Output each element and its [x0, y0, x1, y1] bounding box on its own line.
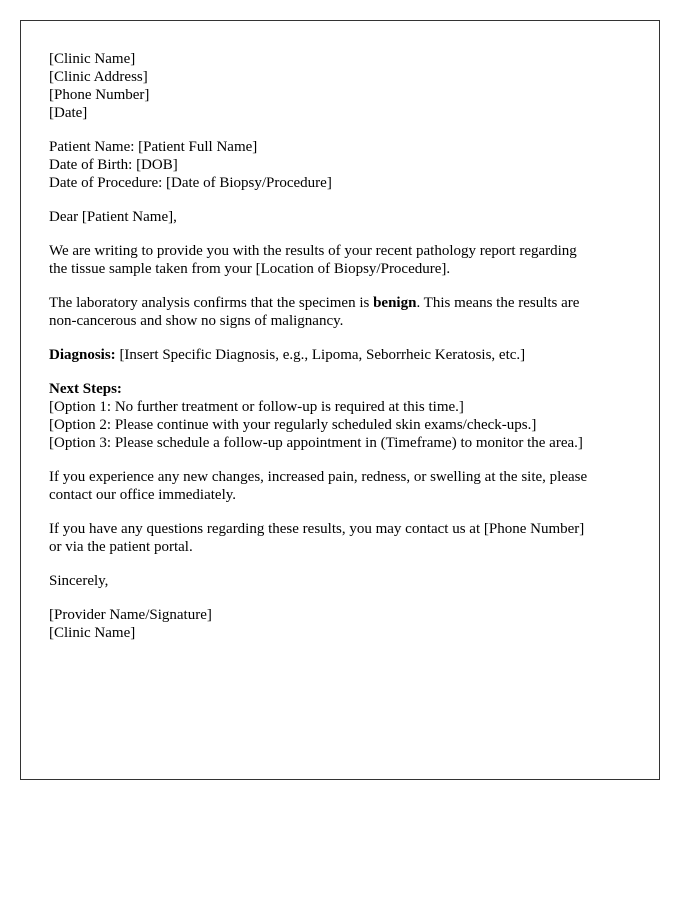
signature-block	[49, 606, 634, 642]
questions-paragraph	[49, 520, 634, 556]
analysis-line-1	[49, 294, 634, 312]
analysis-text-after: . This means the results are	[416, 295, 580, 311]
changes-paragraph	[49, 468, 634, 504]
diagnosis-line	[49, 346, 634, 364]
patient-info	[49, 138, 634, 192]
next-step-option-3: [Option 3: Please schedule a follow-up appointment in (Timeframe) to monitor the area.]	[49, 435, 583, 451]
patient-name: Patient Name: [Patient Full Name]	[49, 139, 258, 155]
changes-line-1: If you experience any new changes, increased pain, redness, or swelling at the site, please	[49, 469, 588, 485]
diagnosis-paragraph	[49, 346, 634, 364]
closing-block	[49, 572, 634, 590]
diagnosis-text: [Insert Specific Diagnosis, e.g., Lipoma, Seborrheic Keratosis, etc.]	[115, 347, 526, 363]
procedure-date: Date of Procedure: [Date of Biopsy/Procedure]	[49, 175, 332, 191]
clinic-phone: [Phone Number]	[49, 87, 150, 103]
intro-line-1: We are writing to provide you with the results of your recent pathology report regarding	[49, 243, 577, 259]
clinic-address: [Clinic Address]	[49, 69, 148, 85]
clinic-header	[49, 50, 634, 122]
benign-emphasis: benign	[373, 295, 417, 311]
intro-line-2: the tissue sample taken from your [Location of Biopsy/Procedure].	[49, 261, 451, 277]
patient-dob: Date of Birth: [DOB]	[49, 157, 178, 173]
next-steps-section	[49, 380, 634, 452]
next-steps-label: Next Steps:	[49, 381, 122, 397]
analysis-text-before: The laboratory analysis confirms that the specimen is	[49, 295, 374, 311]
analysis-line-2: non-cancerous and show no signs of malignancy.	[49, 313, 344, 329]
next-step-option-2: [Option 2: Please continue with your regularly scheduled skin exams/check-ups.]	[49, 417, 537, 433]
signature-clinic-name: [Clinic Name]	[49, 625, 136, 641]
questions-line-2: or via the patient portal.	[49, 539, 193, 555]
clinic-name: [Clinic Name]	[49, 51, 136, 67]
next-step-option-1: [Option 1: No further treatment or follow-up is required at this time.]	[49, 399, 464, 415]
diagnosis-label: Diagnosis:	[49, 347, 116, 363]
letter-page	[20, 20, 660, 780]
closing: Sincerely,	[49, 573, 109, 589]
changes-line-2: contact our office immediately.	[49, 487, 237, 503]
letter-date: [Date]	[49, 105, 88, 121]
letter-body	[49, 50, 634, 642]
salutation-block	[49, 208, 634, 226]
questions-line-1: If you have any questions regarding these results, you may contact us at [Phone Number]	[49, 521, 585, 537]
provider-signature: [Provider Name/Signature]	[49, 607, 212, 623]
salutation: Dear [Patient Name],	[49, 209, 177, 225]
intro-paragraph	[49, 242, 634, 278]
analysis-paragraph	[49, 294, 634, 330]
